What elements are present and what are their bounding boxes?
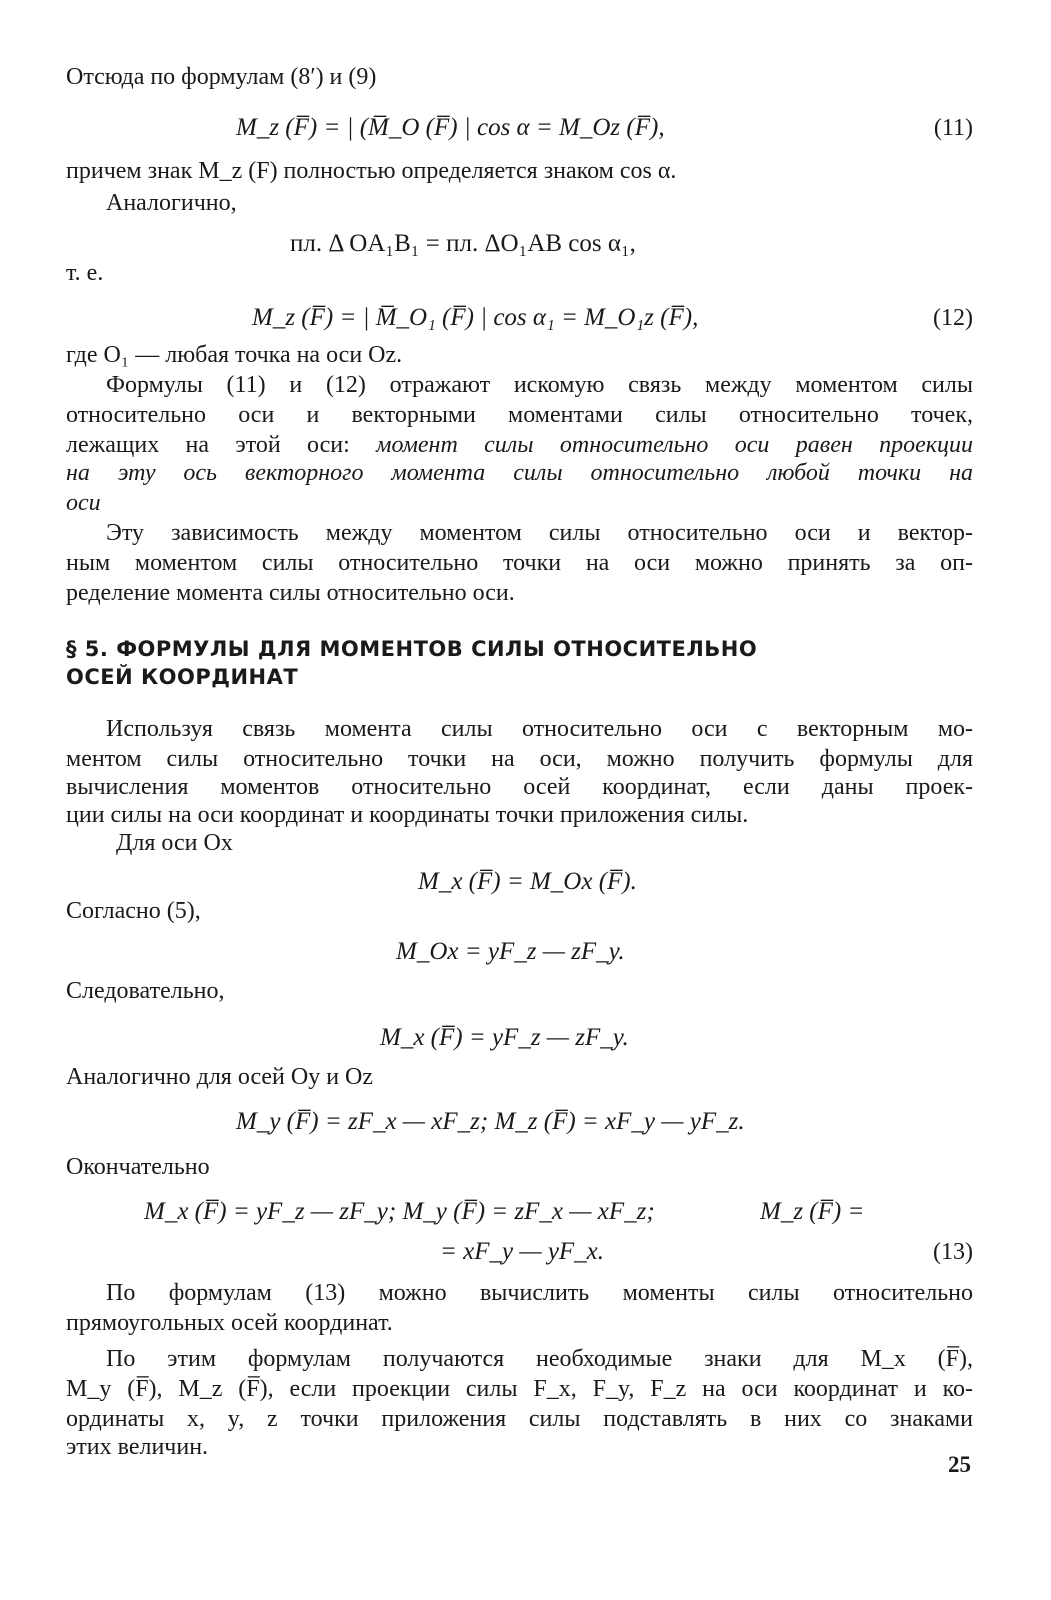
equation: M_Ox = yF_z — zF_y. <box>396 938 625 965</box>
text-line: Для оси Ox <box>116 830 233 856</box>
equation-13: M_z (F̅) = <box>760 1198 865 1225</box>
equation-12: M_z (F̅) = | M̅_O₁ (F̅) | cos α₁ = M_O₁z (F̅), <box>252 304 699 331</box>
paragraph-line: этих величин. <box>66 1434 209 1460</box>
italic-span: момент силы относительно оси равен проекции <box>376 432 973 458</box>
paragraph-line: Используя связь момента силы относительно оси с векторным мо- <box>106 716 973 742</box>
equation-number: (12) <box>933 305 973 331</box>
equation: M_y (F̅) = zF_x — xF_z; M_z (F̅) = xF_y — yF_z. <box>236 1108 745 1135</box>
equation: M_x (F̅) = M_Ox (F̅). <box>418 868 637 895</box>
paragraph-line: По формулам (13) можно вычислить моменты силы относительно <box>106 1280 973 1306</box>
paragraph-line: оси <box>66 490 101 516</box>
section-heading: § 5. ФОРМУЛЫ ДЛЯ МОМЕНТОВ СИЛЫ ОТНОСИТЕЛЬНО <box>66 637 758 661</box>
text-line: Аналогично для осей Oy и Oz <box>66 1064 374 1090</box>
equation-number: (11) <box>933 115 973 141</box>
paragraph-line: По этим формулам получаются необходимые знаки для M_x (F̅), <box>106 1346 973 1372</box>
paragraph-line: на эту ось векторного момента силы относительно любой точки на <box>66 460 973 486</box>
equation-13: M_x (F̅) = yF_z — zF_y; M_y (F̅) = zF_x — xF_z; <box>144 1198 655 1225</box>
paragraph-line: ментом силы относительно точки на оси, можно получить формулы для <box>66 746 973 772</box>
text-line: Согласно (5), <box>66 898 201 924</box>
text-line: причем знак M_z (F) полностью определяется знаком cos α. <box>66 158 677 184</box>
paragraph-line: ределение момента силы относительно оси. <box>66 580 515 606</box>
paragraph-line: вычисления моментов относительно осей координат, если даны проек- <box>66 774 973 800</box>
text-line: Аналогично, <box>106 190 237 216</box>
equation-13: = xF_y — yF_x. <box>440 1238 605 1265</box>
paragraph-line: ординаты x, y, z точки приложения силы подставлять в них со знаками <box>66 1406 973 1432</box>
equation-number: (13) <box>933 1239 973 1265</box>
text-line: где O₁ — любая точка на оси Oz. <box>66 342 403 368</box>
paragraph-line: M_y (F̅), M_z (F̅), если проекции силы F_x, F_y, F_z на оси координат и ко- <box>66 1376 973 1402</box>
paragraph-line: относительно оси и векторными моментами силы относительно точек, <box>66 402 973 428</box>
text-line: Следовательно, <box>66 978 225 1004</box>
equation: M_x (F̅) = yF_z — zF_y. <box>380 1024 629 1051</box>
text-line: Отсюда по формулам (8′) и (9) <box>66 64 377 90</box>
paragraph-line: Формулы (11) и (12) отражают искомую связь между моментом силы <box>106 372 973 398</box>
paragraph-line: ным моментом силы относительно точки на оси можно принять за оп- <box>66 550 973 576</box>
page-number: 25 <box>948 1452 971 1477</box>
paragraph-line: Эту зависимость между моментом силы относительно оси и вектор- <box>106 520 973 546</box>
section-heading: ОСЕЙ КООРДИНАТ <box>66 665 299 689</box>
paragraph-line: прямоугольных осей координат. <box>66 1310 393 1336</box>
paragraph-line <box>66 430 973 460</box>
text-line: т. е. <box>66 260 104 286</box>
text-line: Окончательно <box>66 1154 210 1180</box>
paragraph-line: ции силы на оси координат и координаты точки приложения силы. <box>66 802 749 828</box>
text-span: лежащих на этой оси: <box>66 432 377 458</box>
equation-11: M_z (F̅) = | (M̅_O (F̅) | cos α = M_Oz (F̅), <box>236 114 665 141</box>
equation-area: пл. Δ OA₁B₁ = пл. ΔO₁AB cos α₁, <box>290 230 636 257</box>
